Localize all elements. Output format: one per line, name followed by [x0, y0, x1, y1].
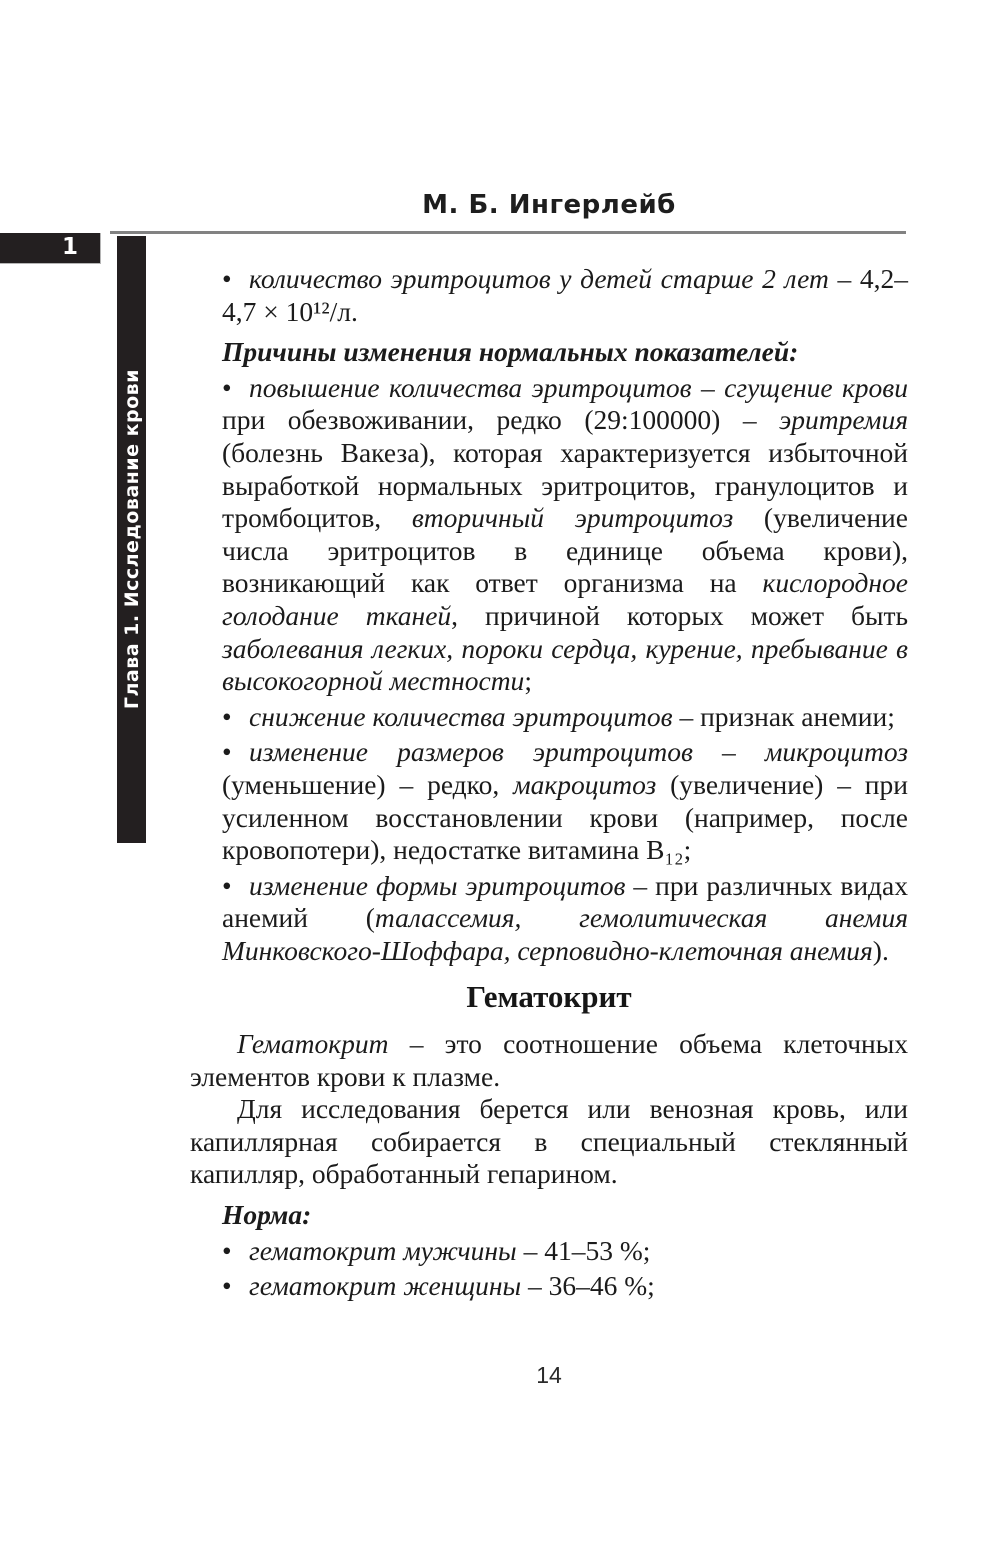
norma-heading: Норма: — [222, 1199, 312, 1231]
bullet-erythrocyte-increase: • повышение количества эритроцитов – сгущение крови при обезвоживании, редко (29:100000) – эритремия (болезнь Вакеза), которая характеризуется избыточной выработкой нормальных эритроцитов, гранулоцитов и тромбоцитов, вторичный эритроцитоз (увеличение числа эритроцитов в единице объема крови), возникающий как ответ организма на кислородное голодание тканей, причиной которых может быть заболевания легких, пороки сердца, курение, пребывание в высокогорной местности; — [222, 372, 908, 698]
page-number: 14 — [536, 1362, 562, 1388]
causes-heading: Причины изменения нормальных показателей: — [222, 336, 799, 368]
paragraph-hematocrit-method: Для исследования берется или венозная кровь, или капиллярная собирается в специальный стеклянный капилляр, обработанный гепарином. — [190, 1093, 908, 1190]
running-header — [190, 190, 908, 220]
bullet-erythrocyte-shape-change: • изменение формы эритроцитов – при различных видах анемий (талассемия, гемолитическая анемия Минковского-Шоффара, серповидно-клеточная анемия). — [222, 870, 908, 968]
page-body — [190, 260, 908, 1303]
bullet-hematocrit-men: • гематокрит мужчины – 41–53 %; — [222, 1235, 908, 1268]
chapter-sidebar-label: Глава 1. Исследование крови — [120, 369, 143, 710]
bullet-erythrocyte-children: • количество эритроцитов у детей старше 2 лет – 4,2–4,7 × 10¹²/л. — [222, 263, 908, 328]
section-heading-hematocrit: Гематокрит — [466, 979, 632, 1015]
bullet-erythrocyte-size-change: • изменение размеров эритроцитов – микроцитоз (уменьшение) – редко, макроцитоз (увеличение) – при усиленном восстановлении крови (например, после кровопотери), недостатке витамина В₁₂; — [222, 736, 908, 866]
paragraph-hematocrit-definition: Гематокрит – это соотношение объема клеточных элементов крови к плазме. — [190, 1028, 908, 1092]
running-header-title: М. Б. Ингерлейб — [422, 190, 676, 220]
header-rule — [110, 231, 906, 234]
chapter-tab-number: 1 — [61, 234, 78, 260]
chapter-tab — [0, 233, 101, 264]
bullet-hematocrit-women: • гематокрит женщины – 36–46 %; — [222, 1270, 908, 1303]
chapter-sidebar-bar — [117, 236, 146, 843]
bullet-erythrocyte-decrease: • снижение количества эритроцитов – признак анемии; — [222, 701, 908, 734]
